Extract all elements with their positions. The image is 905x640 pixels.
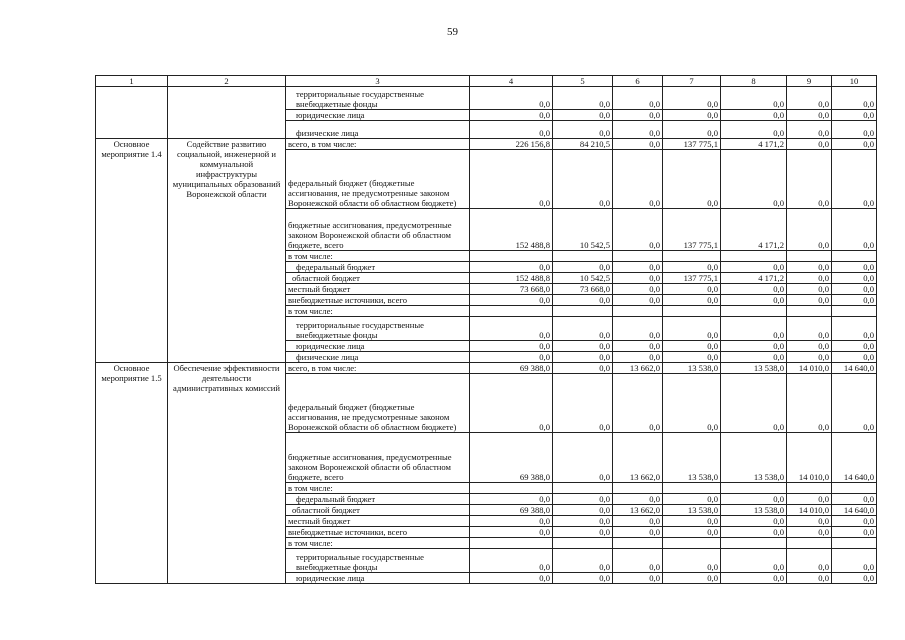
value-cell: 14 640,0: [832, 505, 877, 516]
value-cell: 0,0: [787, 573, 832, 584]
value-cell: 0,0: [663, 317, 721, 341]
value-cell: 0,0: [553, 505, 613, 516]
value-cell: 0,0: [553, 374, 613, 433]
value-cell: 0,0: [613, 374, 663, 433]
funding-source-label: бюджетные ассигнования, предусмотренные законом Воронежской области об областном бюджете, всего: [286, 209, 470, 251]
value-cell: 0,0: [553, 527, 613, 538]
value-cell: [663, 306, 721, 317]
value-cell: 0,0: [721, 110, 787, 121]
value-cell: [787, 251, 832, 262]
value-cell: [470, 483, 553, 494]
value-cell: 0,0: [613, 317, 663, 341]
funding-source-label: физические лица: [286, 352, 470, 363]
header-cell: 4: [470, 76, 553, 87]
value-cell: 0,0: [613, 262, 663, 273]
value-cell: [832, 306, 877, 317]
value-cell: 0,0: [832, 549, 877, 573]
value-cell: 0,0: [613, 295, 663, 306]
funding-source-label: областной бюджет: [286, 273, 470, 284]
value-cell: 0,0: [470, 150, 553, 209]
value-cell: 0,0: [613, 87, 663, 110]
value-cell: 84 210,5: [553, 139, 613, 150]
header-cell: 5: [553, 76, 613, 87]
value-cell: 0,0: [553, 549, 613, 573]
value-cell: 0,0: [553, 150, 613, 209]
value-cell: 4 171,2: [721, 139, 787, 150]
value-cell: 0,0: [832, 374, 877, 433]
value-cell: 0,0: [553, 87, 613, 110]
value-cell: 0,0: [663, 527, 721, 538]
value-cell: 0,0: [470, 262, 553, 273]
value-cell: 0,0: [663, 341, 721, 352]
value-cell: 0,0: [721, 150, 787, 209]
value-cell: 0,0: [470, 317, 553, 341]
value-cell: 0,0: [832, 139, 877, 150]
value-cell: 152 488,8: [470, 273, 553, 284]
funding-source-label: всего, в том числе:: [286, 363, 470, 374]
value-cell: 137 775,1: [663, 209, 721, 251]
value-cell: 0,0: [470, 87, 553, 110]
value-cell: 13 662,0: [613, 433, 663, 483]
value-cell: 0,0: [470, 295, 553, 306]
funding-source-label: местный бюджет: [286, 284, 470, 295]
value-cell: 0,0: [553, 433, 613, 483]
value-cell: [663, 251, 721, 262]
value-cell: 0,0: [787, 150, 832, 209]
value-cell: 0,0: [470, 549, 553, 573]
value-cell: 0,0: [787, 139, 832, 150]
value-cell: 4 171,2: [721, 273, 787, 284]
value-cell: 0,0: [613, 121, 663, 139]
value-cell: 14 010,0: [787, 433, 832, 483]
value-cell: 0,0: [663, 150, 721, 209]
header-cell: 10: [832, 76, 877, 87]
value-cell: 0,0: [721, 341, 787, 352]
value-cell: [832, 483, 877, 494]
value-cell: 0,0: [613, 273, 663, 284]
value-cell: 0,0: [721, 573, 787, 584]
value-cell: 0,0: [470, 494, 553, 505]
value-cell: [613, 483, 663, 494]
value-cell: 152 488,8: [470, 209, 553, 251]
value-cell: 0,0: [787, 352, 832, 363]
value-cell: 13 538,0: [721, 363, 787, 374]
value-cell: 0,0: [787, 273, 832, 284]
measure-name: Содействие развитию социальной, инженерной и коммунальной инфраструктуры муниципальных образований Воронежской области: [168, 139, 286, 363]
value-cell: 14 010,0: [787, 363, 832, 374]
value-cell: 0,0: [663, 494, 721, 505]
value-cell: [663, 483, 721, 494]
value-cell: 0,0: [470, 341, 553, 352]
header-cell: 7: [663, 76, 721, 87]
funding-source-label: внебюджетные источники, всего: [286, 527, 470, 538]
value-cell: 0,0: [553, 573, 613, 584]
measure-code: Основное мероприятие 1.5: [96, 363, 168, 584]
value-cell: 0,0: [832, 150, 877, 209]
value-cell: 0,0: [613, 150, 663, 209]
value-cell: 0,0: [832, 341, 877, 352]
table-row: [96, 87, 877, 110]
value-cell: 13 662,0: [613, 363, 663, 374]
value-cell: [787, 483, 832, 494]
value-cell: [721, 483, 787, 494]
value-cell: 0,0: [663, 573, 721, 584]
value-cell: 0,0: [613, 527, 663, 538]
value-cell: 0,0: [553, 121, 613, 139]
funding-source-label: юридические лица: [286, 341, 470, 352]
value-cell: 0,0: [663, 295, 721, 306]
header-cell: 9: [787, 76, 832, 87]
value-cell: 0,0: [663, 262, 721, 273]
value-cell: 0,0: [553, 262, 613, 273]
value-cell: 0,0: [553, 295, 613, 306]
value-cell: 0,0: [663, 284, 721, 295]
header-cell: 8: [721, 76, 787, 87]
funding-source-label: юридические лица: [286, 573, 470, 584]
value-cell: [553, 538, 613, 549]
funding-source-label: юридические лица: [286, 110, 470, 121]
value-cell: 0,0: [470, 573, 553, 584]
value-cell: 0,0: [787, 527, 832, 538]
value-cell: 0,0: [787, 209, 832, 251]
funding-source-label: внебюджетные источники, всего: [286, 295, 470, 306]
value-cell: 0,0: [663, 110, 721, 121]
value-cell: 0,0: [787, 87, 832, 110]
funding-source-label: местный бюджет: [286, 516, 470, 527]
value-cell: 0,0: [721, 494, 787, 505]
value-cell: 0,0: [787, 516, 832, 527]
value-cell: 0,0: [721, 317, 787, 341]
value-cell: 13 538,0: [663, 505, 721, 516]
value-cell: 14 640,0: [832, 363, 877, 374]
value-cell: [553, 306, 613, 317]
value-cell: 0,0: [470, 352, 553, 363]
value-cell: 69 388,0: [470, 433, 553, 483]
value-cell: 0,0: [721, 374, 787, 433]
value-cell: 0,0: [832, 573, 877, 584]
value-cell: 13 538,0: [721, 433, 787, 483]
value-cell: [470, 251, 553, 262]
funding-source-label: всего, в том числе:: [286, 139, 470, 150]
value-cell: 14 010,0: [787, 505, 832, 516]
value-cell: 0,0: [832, 273, 877, 284]
value-cell: 0,0: [721, 516, 787, 527]
value-cell: 0,0: [613, 110, 663, 121]
value-cell: 0,0: [787, 121, 832, 139]
value-cell: 0,0: [721, 121, 787, 139]
funding-source-label: федеральный бюджет (бюджетные ассигнования, не предусмотренные законом Воронежской области об областном бюджете): [286, 374, 470, 433]
table-row: [96, 363, 877, 374]
value-cell: [721, 251, 787, 262]
value-cell: 137 775,1: [663, 273, 721, 284]
value-cell: 0,0: [663, 87, 721, 110]
value-cell: [787, 306, 832, 317]
funding-source-label: в том числе:: [286, 538, 470, 549]
value-cell: 0,0: [787, 110, 832, 121]
value-cell: 69 388,0: [470, 363, 553, 374]
value-cell: 10 542,5: [553, 209, 613, 251]
value-cell: 73 668,0: [553, 284, 613, 295]
value-cell: 0,0: [832, 494, 877, 505]
header-cell: 1: [96, 76, 168, 87]
value-cell: 0,0: [832, 209, 877, 251]
header-cell: 6: [613, 76, 663, 87]
measure-name-empty: [168, 87, 286, 139]
value-cell: 0,0: [470, 121, 553, 139]
value-cell: 0,0: [721, 549, 787, 573]
value-cell: 0,0: [721, 262, 787, 273]
funding-source-label: федеральный бюджет (бюджетные ассигнования, не предусмотренные законом Воронежской области об областном бюджете): [286, 150, 470, 209]
value-cell: [663, 538, 721, 549]
value-cell: 13 538,0: [721, 505, 787, 516]
value-cell: [787, 538, 832, 549]
value-cell: 0,0: [663, 549, 721, 573]
funding-source-label: физические лица: [286, 121, 470, 139]
value-cell: 137 775,1: [663, 139, 721, 150]
value-cell: 10 542,5: [553, 273, 613, 284]
value-cell: 0,0: [663, 352, 721, 363]
header-row: [96, 76, 877, 87]
value-cell: [613, 306, 663, 317]
value-cell: 0,0: [832, 262, 877, 273]
funding-source-label: в том числе:: [286, 251, 470, 262]
value-cell: 0,0: [832, 284, 877, 295]
value-cell: 0,0: [553, 516, 613, 527]
header-cell: 2: [168, 76, 286, 87]
value-cell: [721, 538, 787, 549]
value-cell: 0,0: [787, 494, 832, 505]
measure-name: Обеспечение эффективности деятельности административных комиссий: [168, 363, 286, 584]
value-cell: 0,0: [832, 527, 877, 538]
value-cell: 0,0: [613, 494, 663, 505]
budget-table: [95, 75, 877, 584]
value-cell: [832, 538, 877, 549]
funding-source-label: бюджетные ассигнования, предусмотренные законом Воронежской области об областном бюджете, всего: [286, 433, 470, 483]
value-cell: 0,0: [721, 284, 787, 295]
value-cell: [553, 483, 613, 494]
funding-source-label: федеральный бюджет: [286, 262, 470, 273]
value-cell: 0,0: [470, 374, 553, 433]
value-cell: [613, 251, 663, 262]
value-cell: 0,0: [553, 341, 613, 352]
value-cell: 0,0: [832, 317, 877, 341]
value-cell: 0,0: [553, 317, 613, 341]
value-cell: 0,0: [787, 317, 832, 341]
funding-source-label: территориальные государственные внебюджетные фонды: [286, 549, 470, 573]
value-cell: 0,0: [553, 363, 613, 374]
value-cell: 0,0: [553, 494, 613, 505]
value-cell: 0,0: [613, 209, 663, 251]
value-cell: 0,0: [787, 341, 832, 352]
value-cell: 0,0: [470, 516, 553, 527]
value-cell: [553, 251, 613, 262]
value-cell: 0,0: [832, 87, 877, 110]
value-cell: 0,0: [832, 295, 877, 306]
funding-source-label: территориальные государственные внебюджетные фонды: [286, 87, 470, 110]
value-cell: 0,0: [470, 527, 553, 538]
value-cell: 0,0: [721, 352, 787, 363]
page-number: 59: [447, 26, 458, 38]
value-cell: 69 388,0: [470, 505, 553, 516]
value-cell: 0,0: [613, 352, 663, 363]
table-row: [96, 139, 877, 150]
value-cell: 226 156,8: [470, 139, 553, 150]
value-cell: [832, 251, 877, 262]
funding-source-label: федеральный бюджет: [286, 494, 470, 505]
funding-source-label: областной бюджет: [286, 505, 470, 516]
value-cell: 0,0: [721, 295, 787, 306]
value-cell: 13 538,0: [663, 433, 721, 483]
value-cell: 0,0: [613, 549, 663, 573]
value-cell: 0,0: [613, 516, 663, 527]
value-cell: 0,0: [832, 516, 877, 527]
value-cell: 0,0: [613, 341, 663, 352]
value-cell: 0,0: [787, 284, 832, 295]
value-cell: [470, 538, 553, 549]
value-cell: 4 171,2: [721, 209, 787, 251]
value-cell: 0,0: [613, 139, 663, 150]
value-cell: 13 662,0: [613, 505, 663, 516]
value-cell: 0,0: [663, 121, 721, 139]
value-cell: 0,0: [613, 284, 663, 295]
value-cell: 14 640,0: [832, 433, 877, 483]
value-cell: 73 668,0: [470, 284, 553, 295]
value-cell: 0,0: [787, 295, 832, 306]
funding-source-label: в том числе:: [286, 306, 470, 317]
value-cell: 0,0: [787, 549, 832, 573]
value-cell: 0,0: [721, 527, 787, 538]
value-cell: 0,0: [787, 374, 832, 433]
value-cell: 0,0: [553, 352, 613, 363]
value-cell: [721, 306, 787, 317]
value-cell: [470, 306, 553, 317]
value-cell: 0,0: [663, 374, 721, 433]
value-cell: [613, 538, 663, 549]
measure-code-empty: [96, 87, 168, 139]
funding-source-label: в том числе:: [286, 483, 470, 494]
value-cell: 0,0: [832, 352, 877, 363]
value-cell: 0,0: [663, 516, 721, 527]
value-cell: 13 538,0: [663, 363, 721, 374]
value-cell: 0,0: [832, 110, 877, 121]
value-cell: 0,0: [553, 110, 613, 121]
value-cell: 0,0: [613, 573, 663, 584]
header-cell: 3: [286, 76, 470, 87]
value-cell: 0,0: [721, 87, 787, 110]
funding-source-label: территориальные государственные внебюджетные фонды: [286, 317, 470, 341]
value-cell: 0,0: [787, 262, 832, 273]
value-cell: 0,0: [470, 110, 553, 121]
value-cell: 0,0: [832, 121, 877, 139]
measure-code: Основное мероприятие 1.4: [96, 139, 168, 363]
